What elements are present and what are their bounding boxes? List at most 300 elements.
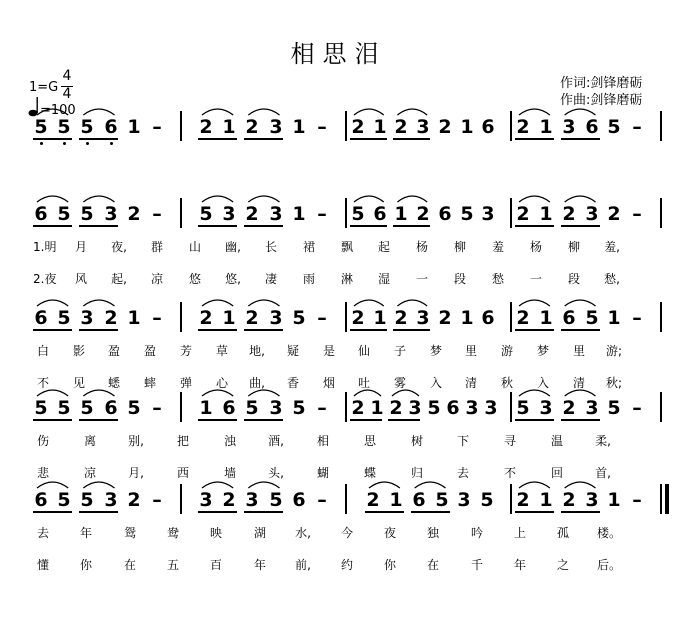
lyric-char: 前, xyxy=(295,558,311,572)
quarter-note-icon xyxy=(28,96,40,118)
bar-line xyxy=(345,392,347,422)
lyric-char: 后。 xyxy=(597,558,622,572)
eighth-beam xyxy=(388,419,420,421)
note: 6 xyxy=(222,397,236,419)
eighth-beam xyxy=(244,511,283,513)
lyric-char: 五 xyxy=(166,558,179,572)
lyric-char: 里 xyxy=(464,344,477,358)
lyric-char: 羞 xyxy=(491,240,504,254)
eighth-beam xyxy=(198,329,237,331)
lyric-char: 鸯 xyxy=(166,526,179,540)
eighth-beam xyxy=(33,419,72,421)
lyric-char: 归 xyxy=(410,466,423,480)
lyric-char: 别, xyxy=(128,434,144,448)
note: 5 xyxy=(80,116,94,138)
lyric-char: 年 xyxy=(253,558,266,572)
lyric-char: 楼。 xyxy=(597,526,622,540)
slur xyxy=(397,300,427,306)
lyric-char: 香 xyxy=(286,376,299,390)
slur xyxy=(565,196,596,202)
eighth-beam xyxy=(198,138,237,140)
eighth-beam xyxy=(79,511,118,513)
note: 2 xyxy=(394,116,408,138)
note: 2 xyxy=(199,307,213,329)
slur xyxy=(565,390,596,396)
note: 5 xyxy=(351,203,365,225)
lyric-char: 地, xyxy=(249,344,265,358)
lyric-char: 西 xyxy=(176,466,189,480)
lyric-char: 悠 xyxy=(188,272,201,286)
note: 5 xyxy=(245,397,259,419)
lyric-char: 你 xyxy=(79,558,92,572)
eighth-beam xyxy=(33,511,72,513)
note: 5 xyxy=(199,203,213,225)
lyric-char: 影 xyxy=(72,344,85,358)
lyricist-credit: 作词:剑锋磨砺 xyxy=(560,76,643,91)
note: 2 xyxy=(127,489,141,511)
note: 5 xyxy=(80,489,94,511)
bar-line xyxy=(345,111,347,141)
bar-line xyxy=(345,484,347,514)
note: 3 xyxy=(199,489,213,511)
slur xyxy=(519,482,550,488)
lyric-char: 盈 xyxy=(143,344,156,358)
note: 1 xyxy=(199,397,213,419)
note: 6 xyxy=(104,116,118,138)
note: 5 xyxy=(292,397,306,419)
note: – xyxy=(632,116,642,138)
low-octave-dot xyxy=(110,142,113,145)
lyric-char: 年 xyxy=(513,558,526,572)
lyric-char: 伤 xyxy=(36,434,49,448)
note: 2 xyxy=(438,116,452,138)
note: 1 xyxy=(607,489,621,511)
slur xyxy=(565,109,596,115)
bar-line xyxy=(510,392,512,422)
note: 5 xyxy=(607,116,621,138)
lyric-char: 去 xyxy=(456,466,469,480)
slur xyxy=(248,196,279,202)
lyric-char: 月 xyxy=(74,240,87,254)
slur xyxy=(519,390,550,396)
note: 3 xyxy=(585,397,599,419)
note: 5 xyxy=(34,397,48,419)
lyric-char: 在 xyxy=(426,558,439,572)
bar-line xyxy=(180,302,182,332)
note: 5 xyxy=(480,489,494,511)
lyric-char: 裙 xyxy=(302,240,315,254)
lyric-char: 山 xyxy=(188,240,201,254)
note: 2 xyxy=(199,116,213,138)
note: 2 xyxy=(245,203,259,225)
lyric-char: 树 xyxy=(410,434,423,448)
note: 3 xyxy=(539,397,553,419)
note: 2 xyxy=(389,397,403,419)
eighth-beam xyxy=(411,511,450,513)
lyric-char: 羞, xyxy=(604,240,620,254)
lyric-char: 夜 xyxy=(383,526,396,540)
note: 1 xyxy=(539,307,553,329)
lyric-char: 湖 xyxy=(253,526,266,540)
lyric-char: 之 xyxy=(556,558,569,572)
lyric-char: 首, xyxy=(595,466,611,480)
note: – xyxy=(317,489,327,511)
lyric-char: 蝴 xyxy=(316,466,329,480)
lyric-char: 蝶 xyxy=(363,466,376,480)
slur xyxy=(37,196,68,202)
lyric-char: 段 xyxy=(567,272,580,286)
lyric-char: 芳 xyxy=(179,344,192,358)
note: 5 xyxy=(607,397,621,419)
note: 2 xyxy=(222,489,236,511)
lyric-char: 凄 xyxy=(264,272,277,286)
note: 3 xyxy=(457,489,471,511)
note: 3 xyxy=(269,116,283,138)
lyric-char: 梦 xyxy=(429,344,442,358)
lyric-char: 百 xyxy=(209,558,222,572)
note: 3 xyxy=(222,203,236,225)
song-title: 相思泪 xyxy=(290,40,387,68)
eighth-beam xyxy=(198,511,237,513)
note: 1 xyxy=(222,116,236,138)
lyric-char: 见 xyxy=(72,376,85,390)
lyric-char: 懂 xyxy=(36,558,49,572)
tempo-marking: =100 xyxy=(40,103,76,118)
eighth-beam xyxy=(515,419,554,421)
slur xyxy=(202,390,233,396)
note: 3 xyxy=(416,116,430,138)
note: 6 xyxy=(292,489,306,511)
lyric-char: 游 xyxy=(500,344,513,358)
credits xyxy=(560,75,642,109)
slur xyxy=(248,300,279,306)
slur xyxy=(565,300,596,306)
lyric-char: 酒, xyxy=(268,434,284,448)
final-bar-line xyxy=(665,484,669,514)
slur xyxy=(83,482,114,488)
note: 3 xyxy=(104,489,118,511)
note: – xyxy=(632,397,642,419)
note: 1 xyxy=(539,489,553,511)
slur xyxy=(248,109,279,115)
note: 6 xyxy=(446,397,460,419)
eighth-beam xyxy=(561,225,600,227)
lyric-char: 不 xyxy=(36,376,49,390)
lyric-char: 烟 xyxy=(322,376,335,390)
slur xyxy=(37,390,68,396)
lyric-char: 飘 xyxy=(340,240,353,254)
lyric-char: 是 xyxy=(322,344,335,358)
lyric-char: 清 xyxy=(572,376,585,390)
slur xyxy=(83,390,114,396)
note: – xyxy=(317,203,327,225)
eighth-beam xyxy=(79,225,118,227)
slur xyxy=(397,109,427,115)
eighth-beam xyxy=(515,225,554,227)
eighth-beam xyxy=(350,329,387,331)
note: 3 xyxy=(562,116,576,138)
lyric-char: 把 xyxy=(176,434,189,448)
lyric-char: 头, xyxy=(268,466,284,480)
note: 6 xyxy=(562,307,576,329)
note: 2 xyxy=(607,203,621,225)
note: 2 xyxy=(516,307,530,329)
note: 5 xyxy=(460,203,474,225)
eighth-beam xyxy=(198,225,237,227)
lyric-char: 寻 xyxy=(503,434,516,448)
note: 2 xyxy=(351,116,365,138)
note: 1 xyxy=(373,307,387,329)
composer-credit: 作曲:剑锋磨砺 xyxy=(560,93,643,108)
note: 6 xyxy=(34,203,48,225)
note: – xyxy=(632,307,642,329)
note: 5 xyxy=(585,307,599,329)
lyric-char: 秋 xyxy=(500,376,513,390)
slur xyxy=(354,109,384,115)
note: 6 xyxy=(481,116,495,138)
note: 2 xyxy=(516,203,530,225)
bar-line xyxy=(510,484,512,514)
slur xyxy=(202,482,233,488)
note: 1 xyxy=(373,116,387,138)
lyric-char: 一 xyxy=(415,272,428,286)
lyric-char: 月, xyxy=(128,466,144,480)
lyric-char: 入 xyxy=(536,376,549,390)
lyric-char: 里 xyxy=(572,344,585,358)
lyric-char: 一 xyxy=(529,272,542,286)
lyric-char: 雾 xyxy=(393,376,406,390)
note: 2 xyxy=(351,397,365,419)
note: 2 xyxy=(438,307,452,329)
lyric-char: 杨 xyxy=(415,240,428,254)
note: 1 xyxy=(539,203,553,225)
slur xyxy=(415,482,446,488)
lyric-char: 吐 xyxy=(357,376,370,390)
lyric-char: 约 xyxy=(340,558,353,572)
eighth-beam xyxy=(350,419,382,421)
note: 5 xyxy=(57,489,71,511)
lyric-char: 起, xyxy=(111,272,127,286)
note: 2 xyxy=(416,203,430,225)
note: 5 xyxy=(34,116,48,138)
lyric-char: 盈 xyxy=(107,344,120,358)
lyric-char: 雨 xyxy=(302,272,315,286)
lyric-char: 梦 xyxy=(536,344,549,358)
lyric-char: 入 xyxy=(429,376,442,390)
note: 2 xyxy=(104,307,118,329)
note: 2 xyxy=(562,203,576,225)
note: 2 xyxy=(562,489,576,511)
key-signature: 1=G xyxy=(29,80,59,95)
slur xyxy=(202,300,233,306)
slur xyxy=(202,196,233,202)
note: 5 xyxy=(57,203,71,225)
note: 1 xyxy=(394,203,408,225)
note: 2 xyxy=(351,307,365,329)
lyric-char: 浊 xyxy=(223,434,236,448)
eighth-beam xyxy=(515,138,554,140)
lyric-char: 愁, xyxy=(604,272,620,286)
note: 5 xyxy=(269,489,283,511)
lyric-char: 吟 xyxy=(470,526,483,540)
eighth-beam xyxy=(79,419,118,421)
lyric-char: 离 xyxy=(83,434,96,448)
bar-line xyxy=(510,198,512,228)
lyric-char: 起 xyxy=(377,240,390,254)
note: 3 xyxy=(80,307,94,329)
lyric-char: 蟀 xyxy=(143,376,156,390)
eighth-beam xyxy=(244,225,283,227)
slur xyxy=(519,196,550,202)
note: 3 xyxy=(245,489,259,511)
note: 2 xyxy=(127,203,141,225)
note: 2 xyxy=(516,116,530,138)
note: 1 xyxy=(292,203,306,225)
note: 1 xyxy=(370,397,384,419)
note: – xyxy=(152,116,162,138)
bar-line xyxy=(180,198,182,228)
slur xyxy=(37,300,68,306)
note: – xyxy=(152,203,162,225)
slur xyxy=(369,482,400,488)
lyric-char: 长 xyxy=(264,240,277,254)
note: 5 xyxy=(57,116,71,138)
lyric-char: 弹 xyxy=(179,376,192,390)
lyric-char: 草 xyxy=(215,344,228,358)
eighth-beam xyxy=(561,138,600,140)
note: 3 xyxy=(585,489,599,511)
lyric-char: 群 xyxy=(150,240,163,254)
eighth-beam xyxy=(393,329,430,331)
slur xyxy=(83,196,114,202)
note: – xyxy=(152,489,162,511)
note: 6 xyxy=(481,307,495,329)
low-octave-dot xyxy=(63,142,66,145)
slur xyxy=(519,300,550,306)
note: 2 xyxy=(562,397,576,419)
note: 2 xyxy=(366,489,380,511)
lyric-char: 在 xyxy=(123,558,136,572)
lyric-char: 鸳 xyxy=(123,526,136,540)
note: 1 xyxy=(222,307,236,329)
note: 6 xyxy=(412,489,426,511)
note: 5 xyxy=(80,397,94,419)
lyric-char: 柔, xyxy=(595,434,611,448)
slur xyxy=(354,300,384,306)
eighth-beam xyxy=(33,225,72,227)
time-signature-bottom: 4 xyxy=(62,86,72,102)
slur xyxy=(83,109,114,115)
lyric-char: 今 xyxy=(340,526,353,540)
lyric-char: 回 xyxy=(550,466,563,480)
lyric-char: 蟋 xyxy=(107,376,120,390)
note: 6 xyxy=(34,307,48,329)
note: – xyxy=(152,397,162,419)
bar-line xyxy=(660,302,662,332)
lyric-char: 下 xyxy=(456,434,469,448)
slur xyxy=(37,482,68,488)
lyric-char: 柳 xyxy=(567,240,580,254)
note: 2 xyxy=(516,489,530,511)
note: – xyxy=(632,489,642,511)
lyric-char: 千 xyxy=(470,558,483,572)
eighth-beam xyxy=(393,225,430,227)
lyric-char: 白 xyxy=(36,344,49,358)
lyric-char: 墙 xyxy=(223,466,236,480)
note: 1 xyxy=(389,489,403,511)
note: 5 xyxy=(427,397,441,419)
eighth-beam xyxy=(561,419,600,421)
eighth-beam xyxy=(515,511,554,513)
bar-line xyxy=(660,392,662,422)
note: 6 xyxy=(438,203,452,225)
note: 3 xyxy=(408,397,422,419)
lyric-char: 不 xyxy=(503,466,516,480)
bar-line xyxy=(345,198,347,228)
lyric-char: 孤 xyxy=(556,526,569,540)
lyric-char: 上 xyxy=(513,526,526,540)
bar-line xyxy=(180,392,182,422)
eighth-beam xyxy=(33,138,72,140)
note: 5 xyxy=(292,307,306,329)
lyric-char: 去 xyxy=(36,526,49,540)
eighth-beam xyxy=(244,419,283,421)
eighth-beam xyxy=(33,329,72,331)
slur xyxy=(519,109,550,115)
note: 1 xyxy=(607,307,621,329)
note: 1 xyxy=(460,307,474,329)
lyric-char: 秋; xyxy=(605,376,623,390)
lyric-char: 疑 xyxy=(286,344,299,358)
bar-line xyxy=(510,302,512,332)
lyric-char: 愁 xyxy=(491,272,504,286)
note: 2 xyxy=(245,116,259,138)
slur xyxy=(83,300,114,306)
lyric-char: 2.夜 xyxy=(33,272,57,286)
lyric-char: 湿 xyxy=(377,272,390,286)
eighth-beam xyxy=(393,138,430,140)
note: 5 xyxy=(516,397,530,419)
lyric-char: 仙 xyxy=(357,344,370,358)
note: – xyxy=(632,203,642,225)
lyric-char: 风 xyxy=(74,272,87,286)
lyric-char: 温 xyxy=(550,434,563,448)
slur xyxy=(354,196,384,202)
note: 3 xyxy=(465,397,479,419)
eighth-beam xyxy=(244,329,283,331)
lyric-char: 凉 xyxy=(83,466,96,480)
lyric-char: 游; xyxy=(605,344,623,358)
slur xyxy=(202,109,233,115)
note: 5 xyxy=(57,307,71,329)
note: 3 xyxy=(481,203,495,225)
note: 5 xyxy=(127,397,141,419)
lyric-char: 水, xyxy=(295,526,311,540)
note: 6 xyxy=(373,203,387,225)
eighth-beam xyxy=(244,138,283,140)
low-octave-dot xyxy=(40,142,43,145)
low-octave-dot xyxy=(86,142,89,145)
bar-line xyxy=(510,111,512,141)
note: 1 xyxy=(127,307,141,329)
lyric-char: 柳 xyxy=(453,240,466,254)
lyric-char: 映 xyxy=(209,526,222,540)
note: 1 xyxy=(539,116,553,138)
lyric-char: 夜, xyxy=(111,240,127,254)
lyric-char: 凉 xyxy=(150,272,163,286)
eighth-beam xyxy=(198,419,237,421)
slur xyxy=(392,390,419,396)
